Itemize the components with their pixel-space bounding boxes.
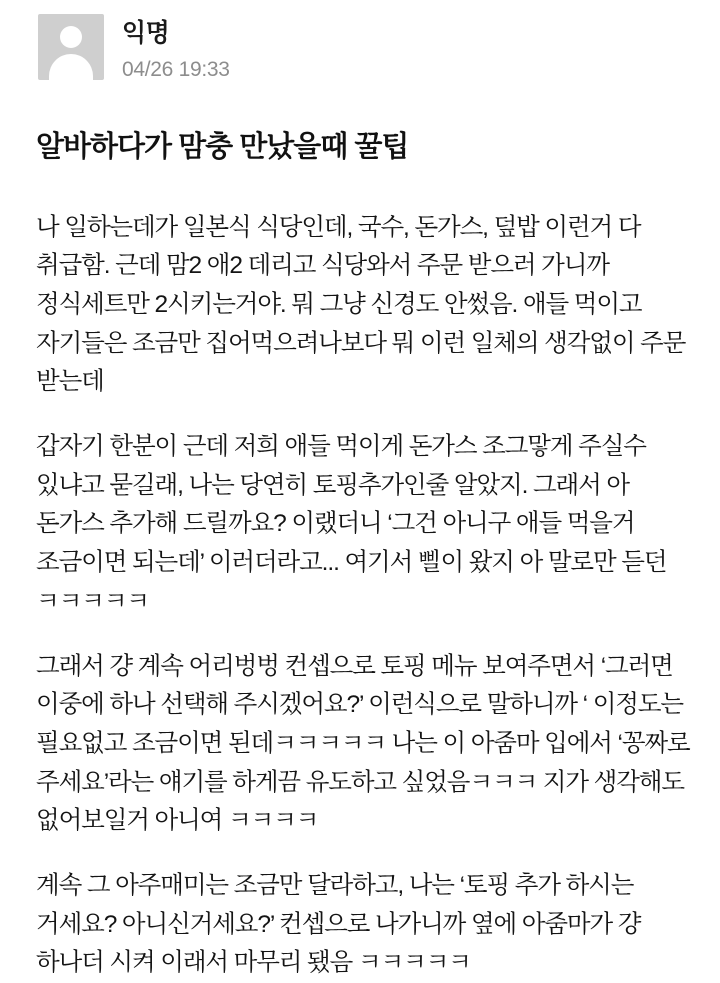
post-body xyxy=(0,193,720,983)
user-silhouette-body-icon xyxy=(49,54,93,80)
author-block xyxy=(122,14,230,82)
post-paragraph: 계속 그 아주매미는 조금만 달라하고, 나는 ‘토핑 추가 하시는 거세요? 아니신거세요?’ 컨셉으로 나가니까 옆에 아줌마가 걍 하나더 시켜 이래서 마무리 됐음 ㅋㅋㅋㅋㅋ xyxy=(36,872,647,977)
post-paragraph: 갑자기 한분이 근데 저희 애들 먹이게 돈가스 조그맣게 주실수 있냐고 묻길래, 나는 당연히 토핑추가인줄 알았지. 그래서 아 돈가스 추가해 드릴까요? 이랬더니 ‘그건 아니구 애들 먹을거 조금이면 되는데’ 이러더라고... 여기서 삘이 왔지 아 말로만 듣던 ㅋㅋㅋㅋㅋ xyxy=(36,433,673,615)
page-title: 알바하다가 맘충 만났을때 꿀팁 xyxy=(36,131,409,164)
user-silhouette-icon xyxy=(60,26,82,48)
avatar xyxy=(38,14,104,80)
post-paragraph: 그래서 걍 계속 어리벙벙 컨셉으로 토핑 메뉴 보여주면서 ‘그러면 이중에 하나 선택해 주시겠어요?’ 이런식으로 말하니까 ‘ 이정도는 필요없고 조금이면 된데ㅋㅋㅋㅋㅋ 나는 이 아줌마 입에서 ‘꽁짜로 주세요’라는 얘기를 하게끔 유도하고 싶었음ㅋㅋㅋ 지가 생각해도 없어보일거 아니여 ㅋㅋㅋㅋ xyxy=(36,652,696,835)
post-header xyxy=(0,0,720,96)
author-name: 익명 xyxy=(122,19,170,47)
post-paragraph: 나 일하는데가 일본식 식당인데, 국수, 돈가스, 덮밥 이런거 다 취급함. 근데 맘2 애2 데리고 식당와서 주문 받으러 가니까 정식세트만 2시키는거야. 뭐 그냥 신경도 안썼음. 애들 먹이고 자기들은 조금만 집어먹으려나보다 뭐 이런 일체의 생각없이 주문 받는데 xyxy=(36,213,691,396)
post-date: 04/26 19:33 xyxy=(122,58,230,82)
